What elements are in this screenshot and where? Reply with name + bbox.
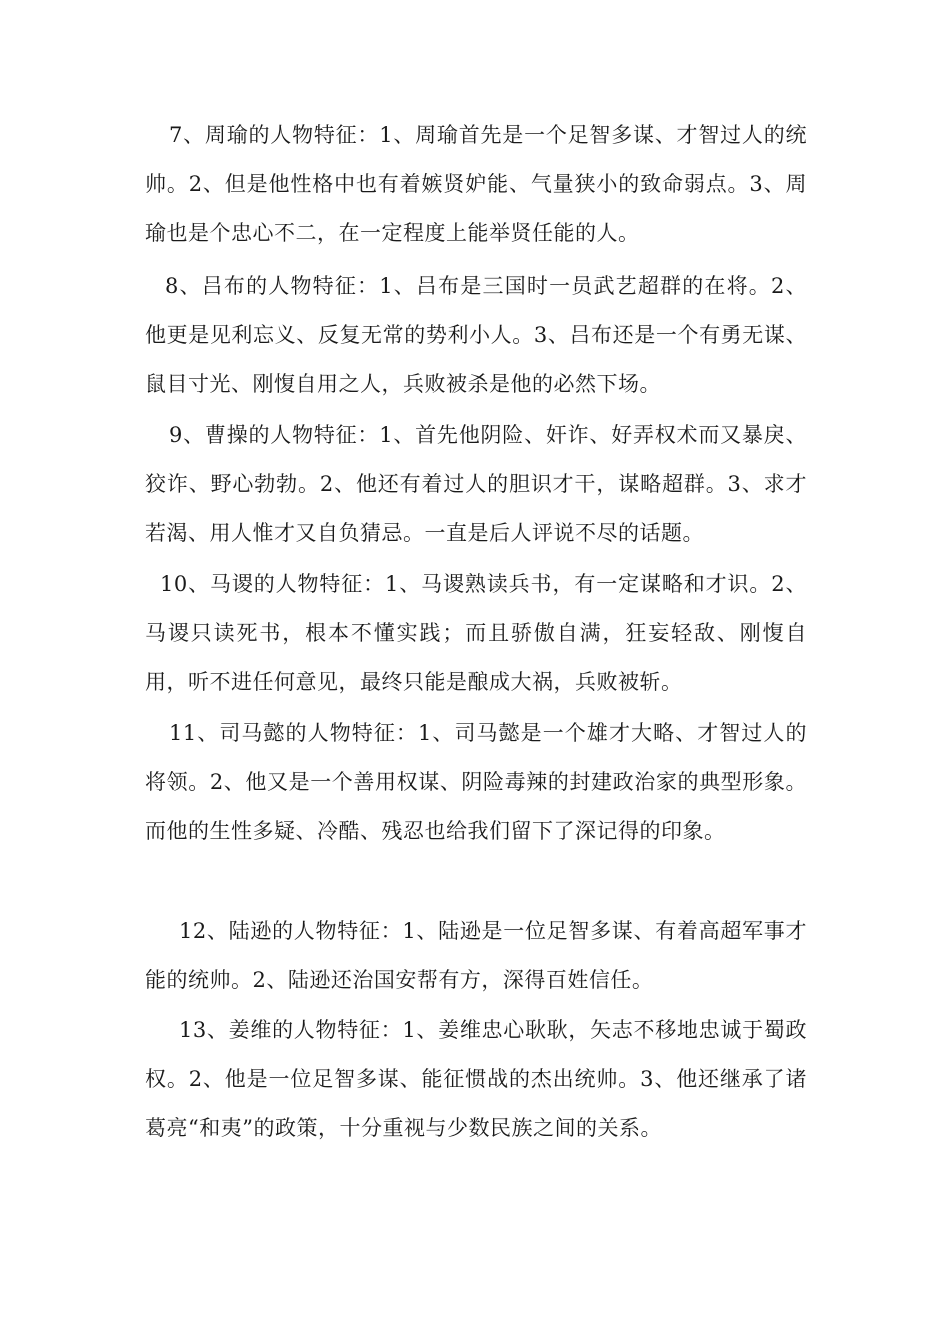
paragraph-lu-bu: 8、吕布的人物特征：1、吕布是三国时一员武艺超群的在将。2、他更是见利忘义、反复无常的势利小人。3、吕布还是一个有勇无谋、鼠目寸光、刚愎自用之人，兵败被杀是他的必然下场。	[145, 274, 807, 396]
paragraph-cao-cao: 9、曹操的人物特征：1、首先他阴险、奸诈、好弄权术而又暴戾、狡诈、野心勃勃。2、他还有着过人的胆识才干，谋略超群。3、求才若渴、用人惟才又自负猜忌。一直是后人评说不尽的话题。	[145, 423, 807, 545]
paragraph-jiang-wei: 13、姜维的人物特征：1、姜维忠心耿耿，矢志不移地忠诚于蜀政权。2、他是一位足智多谋、能征惯战的杰出统帅。3、他还继承了诸葛亮“和夷”的政策，十分重视与少数民族之间的关系。	[145, 1018, 807, 1140]
paragraph-sima-yi: 11、司马懿的人物特征：1、司马懿是一个雄才大略、才智过人的将领。2、他又是一个善用权谋、阴险毒辣的封建政治家的典型形象。而他的生性多疑、冷酷、残忍也给我们留下了深记得的印象。	[145, 721, 807, 843]
paragraph-lu-xun: 12、陆逊的人物特征：1、陆逊是一位足智多谋、有着高超军事才能的统帅。2、陆逊还治国安帮有方，深得百姓信任。	[145, 919, 807, 992]
paragraph-zhou-yu: 7、周瑜的人物特征：1、周瑜首先是一个足智多谋、才智过人的统帅。2、但是他性格中也有着嫉贤妒能、气量狭小的致命弱点。3、周瑜也是个忠心不二，在一定程度上能举贤任能的人。	[145, 123, 807, 245]
paragraph-ma-su: 10、马谡的人物特征：1、马谡熟读兵书，有一定谋略和才识。2、马谡只读死书，根本不懂实践；而且骄傲自满，狂妄轻敌、刚愎自用，听不进任何意见，最终只能是酿成大祸，兵败被斩。	[145, 572, 807, 694]
